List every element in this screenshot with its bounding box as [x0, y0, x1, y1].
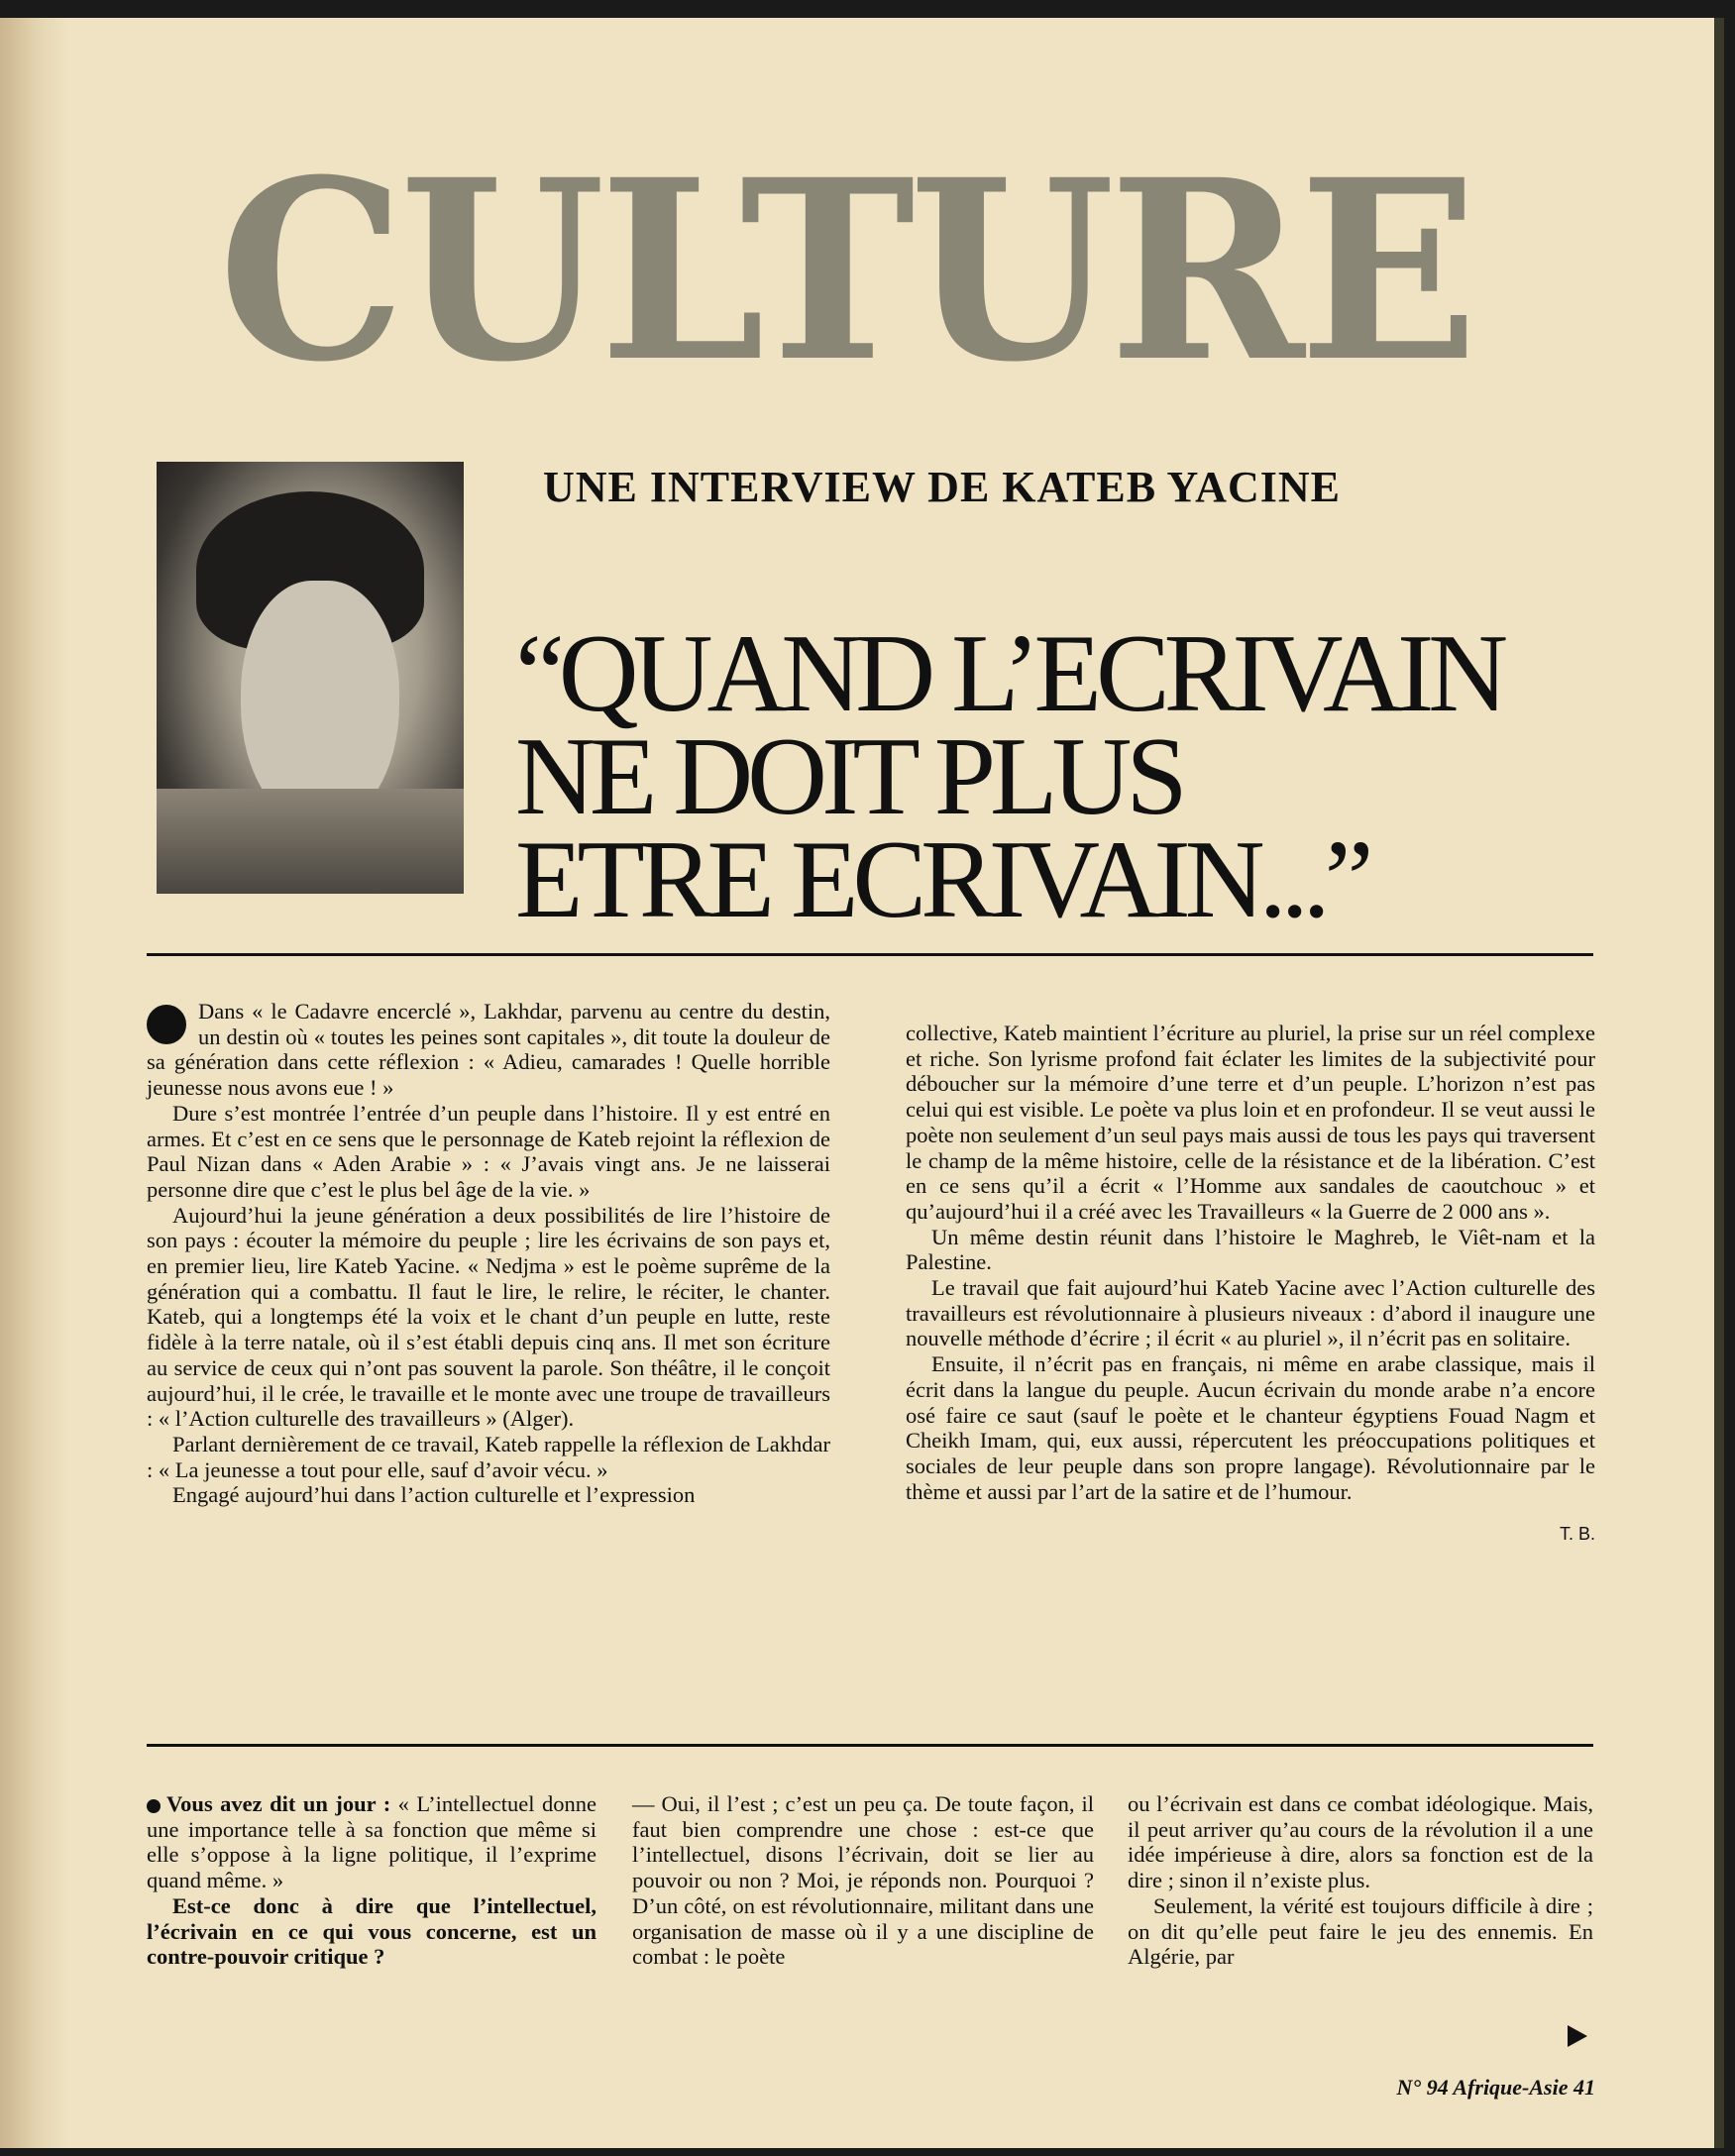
paragraph: Parlant dernièrement de ce travail, Kateb rappelle la réflexion de Lakhdar : « La jeunesse a tout pour elle, sauf d’avoir vécu. »	[147, 1431, 830, 1482]
author-photo	[157, 462, 464, 894]
signature: T. B.	[1559, 1524, 1595, 1545]
page-footer: N° 94 Afrique-Asie 41	[1396, 2075, 1595, 2100]
answer: — Oui, il l’est ; c’est un peu ça. De toute façon, il faut bien comprendre une chose : est-ce que l’intellectuel, disons l’écrivain, doit se lier au pouvoir ou non ? Moi, je réponds non. Pourquoi ? D’un côté, on est révolutionnaire, militant dans une organisation de masse où il y a une discipline de combat : le poète	[632, 1791, 1094, 1970]
section-title: CULTURE	[218, 125, 1473, 416]
headline-quote	[515, 612, 1503, 941]
interview-column-2	[632, 1791, 1094, 1970]
bullet-icon	[147, 1799, 161, 1813]
divider-top	[147, 953, 1593, 956]
question-quote: « L’intellectuel donne une importance telle à sa fonction que même si elle s’oppose à la ligne politique, il l’exprime quand même. »	[147, 1791, 596, 1893]
quote-line: ETRE ECRIVAIN...”	[515, 818, 1368, 941]
divider-bottom	[147, 1744, 1593, 1747]
paragraph: Dans « le Cadavre encerclé », Lakhdar, parvenu au centre du destin, un destin où « toutes les peines sont capitales », dit toute la douleur de sa génération dans cette réflexion : « Adieu, camarades ! Quelle horrible jeunesse nous avons eue ! »	[147, 999, 830, 1101]
paragraph: Engagé aujourd’hui dans l’action culturelle et l’expression	[172, 1482, 696, 1508]
question: Est-ce donc à dire que l’intellectuel, l’écrivain en ce qui vous concerne, est un contre-pouvoir critique ?	[147, 1892, 596, 1970]
bullet-icon	[147, 1005, 186, 1044]
paragraph: Un même destin réunit dans l’histoire le Maghreb, le Viêt-nam et la Palestine.	[906, 1224, 1595, 1275]
page-edge	[1714, 18, 1724, 2148]
article-subtitle: UNE INTERVIEW DE KATEB YACINE	[543, 463, 1341, 511]
question-intro: Vous avez dit un jour :	[166, 1791, 391, 1816]
paragraph: collective, Kateb maintient l’écriture au pluriel, la prise sur un réel complexe et riche. Son lyrisme profond fait éclater les limites de la subjectivité pour déboucher sur la mémoire d’une terre et d’un peuple. L’horizon n’est pas celui qui est visible. Le poète va plus loin et en profondeur. Il se veut aussi le poète non seulement d’un seul pays mais aussi de tous les pays qui traversent le champ de la même histoire, celle de la résistance et de la libération. C’est en ce sens qu’il a écrit « l’Homme aux sandales de caoutchouc » et qu’aujourd’hui il a créé avec les Travailleurs « la Guerre de 2 000 ans ».	[906, 1021, 1595, 1224]
quote-line: “QUAND L’ECRIVAIN	[515, 612, 1503, 735]
continue-arrow-icon	[1568, 2025, 1587, 2047]
quote-line: NE DOIT PLUS	[515, 715, 1182, 838]
intro-column-right	[906, 1021, 1595, 1548]
interview-column-1	[147, 1791, 596, 1970]
binding-spine	[0, 18, 69, 2148]
answer: Seulement, la vérité est toujours difficile à dire ; on dit qu’elle peut faire le jeu des ennemis. En Algérie, par	[1128, 1892, 1593, 1970]
paragraph: Ensuite, il n’écrit pas en français, ni même en arabe classique, mais il écrit dans la langue du peuple. Aucun écrivain du monde arabe n’a encore osé faire ce saut (sauf le poète et le chanteur égyptiens Fouad Nagm et Cheikh Imam, qui, eux aussi, répercutent les préoccupations politiques et sociales de leur peuple dans son propre langage). Révolutionnaire par le thème et aussi par l’art de la satire et de l’humour.	[906, 1351, 1595, 1504]
interview-column-3	[1128, 1791, 1593, 1970]
answer: ou l’écrivain est dans ce combat idéologique. Mais, il peut arriver qu’au cours de la révolution il a une idée impérieuse à dire, alors sa fonction est de la dire ; sinon il n’existe plus.	[1128, 1791, 1593, 1893]
intro-column-left	[147, 999, 830, 1508]
paragraph: Dure s’est montrée l’entrée d’un peuple dans l’histoire. Il y est entré en armes. Et c’est en ce sens que le personnage de Kateb rejoint la réflexion de Paul Nizan dans « Aden Arabie » : « J’avais vingt ans. Je ne laisserai personne dire que c’est le plus bel âge de la vie. »	[147, 1100, 830, 1202]
magazine-page	[0, 18, 1724, 2148]
paragraph: Le travail que fait aujourd’hui Kateb Yacine avec l’Action culturelle des travailleurs est révolutionnaire à plusieurs niveaux : d’abord il inaugure une nouvelle méthode d’écrire ; il écrit « au pluriel », il n’écrit pas en solitaire.	[906, 1275, 1595, 1351]
paragraph: Aujourd’hui la jeune génération a deux possibilités de lire l’histoire de son pays : écouter la mémoire du peuple ; lire les écrivains de son pays et, en premier lieu, lire Kateb Yacine. « Nedjma » est le poème suprême de la génération qui a combattu. Il faut le lire, le relire, le réciter, le chanter. Kateb, qui a longtemps été la voix et le chant d’un peuple en lutte, reste fidèle à la terre natale, où il s’est établi depuis cinq ans. Il met son écriture au service de ceux qui n’ont pas souvent la parole. Son théâtre, il le conçoit aujourd’hui, il le crée, le travaille et le monte avec une troupe de travailleurs : « l’Action culturelle des travailleurs » (Alger).	[147, 1202, 830, 1432]
